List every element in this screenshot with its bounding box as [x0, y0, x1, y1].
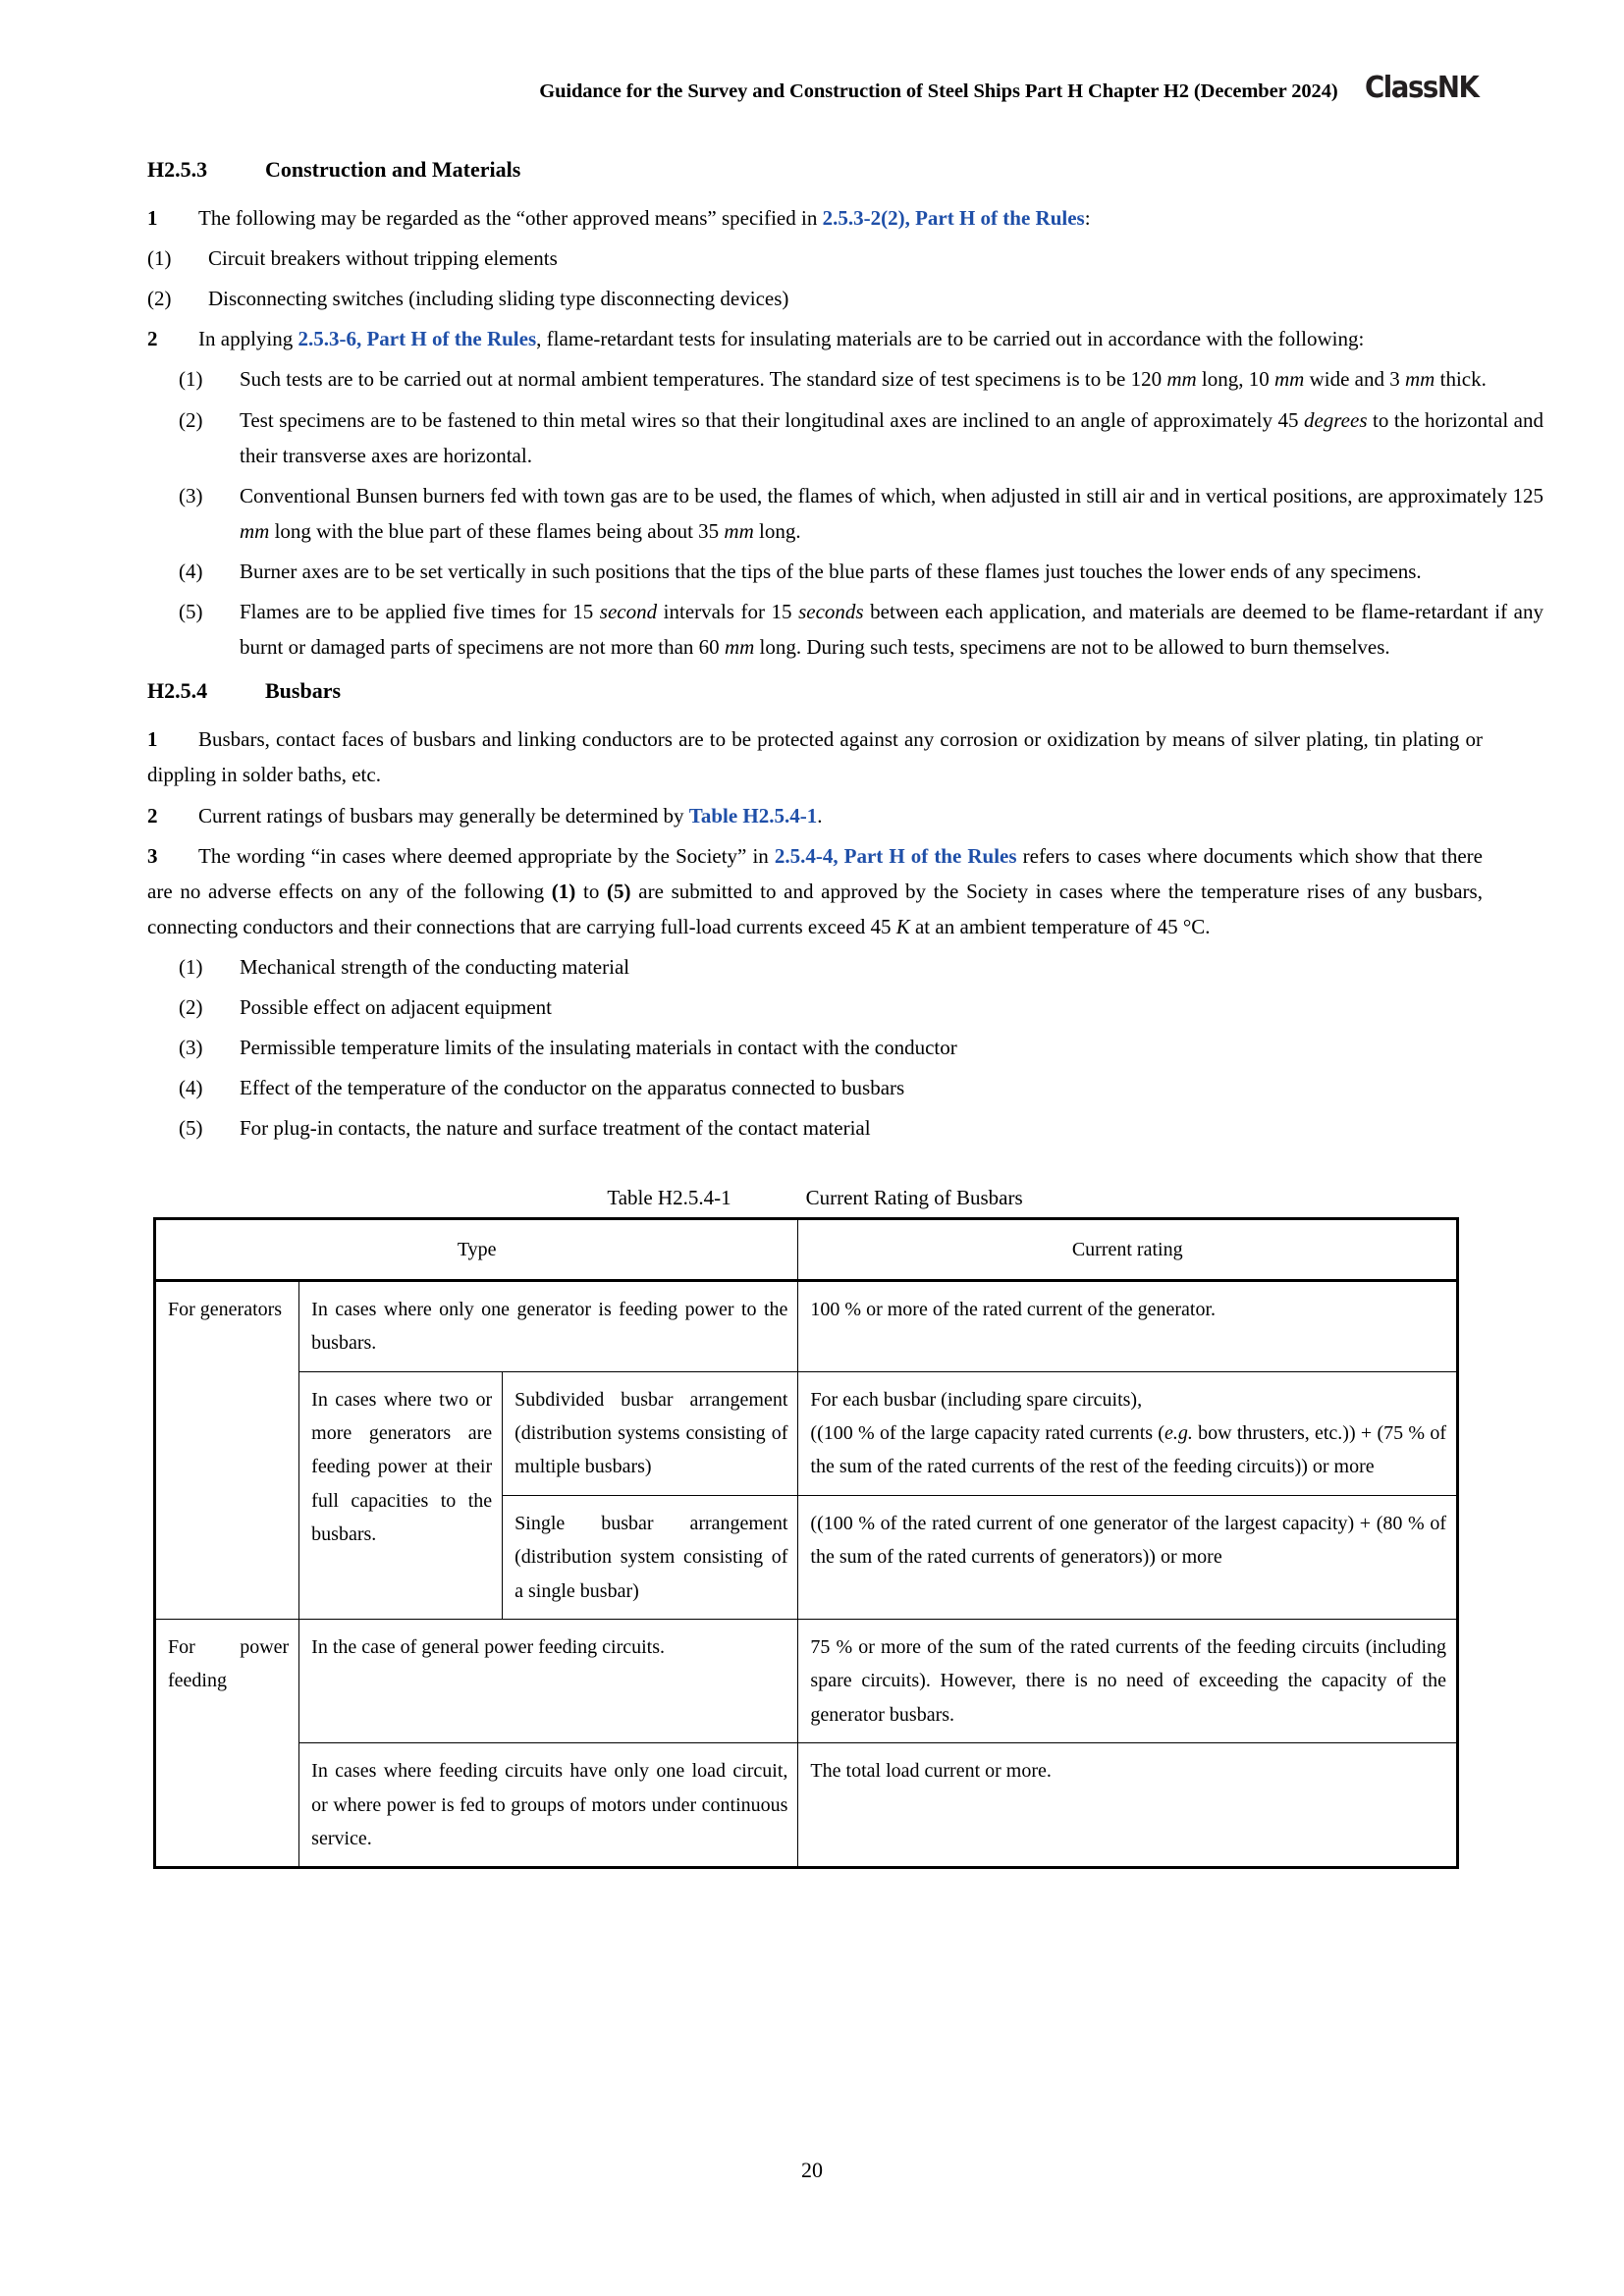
- list-item-label: (1): [179, 954, 203, 979]
- page-content: [147, 157, 1543, 1869]
- list-item: [179, 989, 1543, 1025]
- paragraph-text-b: , flame-retardant tests for insulating materials are to be carried out in accordance with the following:: [536, 327, 1365, 351]
- list-item: [179, 594, 1543, 665]
- rating-text-b: bow thrusters, etc.)) + (75 % of the sum of the rated currents of the rest of the feeding circuits)) or more: [810, 1422, 1446, 1478]
- table-reference-link[interactable]: Table H2.5.4-1: [688, 803, 818, 828]
- column-header-current-rating: Current rating: [798, 1218, 1458, 1280]
- paragraph-number: 2: [147, 803, 158, 828]
- list-item-label: (2): [179, 407, 203, 432]
- list-item-text: Test specimens are to be fastened to thin metal wires so that their longitudinal axes are inclined to an angle of approximately 45 degrees to the horizontal and their transverse axes are horizontal.: [240, 407, 1543, 467]
- paragraph-number: 1: [147, 727, 158, 752]
- table-row: [155, 1743, 1458, 1868]
- inline-item-ref-1: (1): [551, 879, 576, 903]
- paragraph-h253-2: [147, 321, 1483, 356]
- table-row: [155, 1280, 1458, 1371]
- paragraph-number: 2: [147, 327, 158, 351]
- list-item-text: Disconnecting switches (including sliding type disconnecting devices): [208, 287, 789, 311]
- table-caption-number: Table H2.5.4-1: [607, 1185, 731, 1209]
- busbar-current-rating-table: [153, 1217, 1459, 1870]
- cell-rating-general-power-feeding: 75 % or more of the sum of the rated currents of the feeding circuits (including spare circuits). However, there is no need of exceeding the capacity of the generator busbars.: [798, 1620, 1458, 1743]
- list-item-text: Circuit breakers without tripping elements: [208, 246, 558, 271]
- paragraph-text-d: are submitted to and approved by the Society in cases where the temperature rises of any busbars, connecting conductors and their connections that are carrying full-load currents exceed 45: [147, 879, 1483, 938]
- cell-type-subdivided-busbar: Subdivided busbar arrangement (distribution systems consisting of multiple busbars): [503, 1371, 798, 1495]
- section-heading-h254: [147, 678, 1483, 704]
- paragraph-text-a: Current ratings of busbars may generally be determined by: [198, 803, 689, 828]
- list-item: [179, 361, 1543, 397]
- cell-rating-one-load-circuit: The total load current or more.: [798, 1743, 1458, 1868]
- section-number: H2.5.3: [147, 157, 208, 182]
- list-item-text: For plug-in contacts, the nature and surface treatment of the contact material: [240, 1116, 871, 1141]
- paragraph-number: 1: [147, 206, 158, 230]
- paragraph-text-b: :: [1084, 206, 1091, 230]
- section-heading-h253: [147, 157, 1483, 183]
- rating-text-a: ((100 % of the large capacity rated currents (: [810, 1422, 1164, 1445]
- list-item-label: (5): [179, 1116, 203, 1141]
- page-number: 20: [801, 2158, 823, 2182]
- cell-rating-single-generator: 100 % or more of the rated current of the generator.: [798, 1280, 1458, 1371]
- column-header-type: Type: [155, 1218, 798, 1280]
- paragraph-text-a: In applying: [198, 327, 298, 351]
- list-item-label: (1): [147, 246, 172, 271]
- inline-item-ref-2: (5): [607, 879, 631, 903]
- paragraph-h254-3: [147, 838, 1483, 944]
- section-title: Busbars: [265, 678, 342, 704]
- paragraph-h254-2: [147, 798, 1483, 833]
- rule-reference-link[interactable]: 2.5.3-2(2), Part H of the Rules: [822, 206, 1085, 230]
- cell-rating-subdivided-busbar: [798, 1371, 1458, 1495]
- list-item-label: (1): [179, 367, 203, 392]
- paragraph-text: Busbars, contact faces of busbars and linking conductors are to be protected against any corrosion or oxidization by means of silver plating, tin plating or dippling in solder baths, etc.: [147, 727, 1483, 787]
- list-item-text: Conventional Bunsen burners fed with town gas are to be used, the flames of which, when adjusted in still air and in vertical positions, are approximately 125 mm long with the blue part of these flames being about 35 mm long.: [240, 483, 1543, 543]
- list-item: [179, 1030, 1543, 1065]
- list-item-text: Such tests are to be carried out at normal ambient temperatures. The standard size of test specimens is to be 120 mm long, 10 mm wide and 3 mm thick.: [240, 367, 1487, 392]
- rule-reference-link[interactable]: 2.5.4-4, Part H of the Rules: [774, 843, 1017, 868]
- page-header: [147, 71, 1483, 105]
- paragraph-text-b: .: [817, 803, 823, 828]
- header-title: Guidance for the Survey and Construction of Steel Ships Part H Chapter H2 (December 2024): [539, 80, 1338, 102]
- paragraph-number: 3: [147, 843, 158, 868]
- table-row: [155, 1620, 1458, 1743]
- row-group-for-power-feeding: For power feeding: [155, 1620, 299, 1868]
- list-item-text: Effect of the temperature of the conductor on the apparatus connected to busbars: [240, 1076, 905, 1100]
- section-title: Construction and Materials: [265, 157, 521, 182]
- list-item-text: Permissible temperature limits of the insulating materials in contact with the conductor: [240, 1036, 957, 1060]
- cell-type-one-load-circuit: In cases where feeding circuits have only one load circuit, or where power is fed to groups of motors under continuous service.: [299, 1743, 798, 1868]
- cell-rating-single-busbar: ((100 % of the rated current of one generator of the largest capacity) + (80 % of the sum of the rated currents of generators)) or more: [798, 1495, 1458, 1619]
- list-item-label: (5): [179, 600, 203, 624]
- list-item: [179, 1110, 1543, 1146]
- list-item: [179, 554, 1543, 589]
- paragraph-text-b: refers to cases where documents which show that there are no adverse effects on any of the following: [147, 843, 1483, 903]
- list-item: [179, 478, 1543, 549]
- rule-reference-link[interactable]: 2.5.3-6, Part H of the Rules: [298, 327, 537, 351]
- table-header-row: [155, 1218, 1458, 1280]
- paragraph-text-e: at an ambient temperature of 45 °C.: [909, 914, 1211, 938]
- classnk-logo: ClassNK: [1364, 71, 1478, 105]
- paragraph-h254-1: [147, 721, 1483, 792]
- cell-type-single-generator: In cases where only one generator is feeding power to the busbars.: [299, 1280, 798, 1371]
- list-item: [179, 402, 1543, 473]
- unit-kelvin: K: [895, 914, 910, 938]
- sublist-h253-2: [147, 361, 1543, 665]
- cell-type-single-busbar: Single busbar arrangement (distribution system consisting of a single busbar): [503, 1495, 798, 1619]
- list-item-text: Flames are to be applied five times for 15 second intervals for 15 seconds between each application, and materials are deemed to be flame-retardant if any burnt or damaged parts of specimens are not more than 60 mm long. During such tests, specimens are not to be allowed to burn themselves.: [240, 600, 1543, 660]
- cell-type-general-power-feeding: In the case of general power feeding circuits.: [299, 1620, 798, 1743]
- row-group-for-generators: For generators: [155, 1280, 299, 1619]
- list-item-label: (2): [147, 287, 172, 311]
- list-item-label: (4): [179, 559, 203, 583]
- page-footer: [0, 2158, 1624, 2183]
- table-caption-title: Current Rating of Busbars: [805, 1185, 1023, 1209]
- rating-line-1: For each busbar (including spare circuits),: [810, 1388, 1143, 1411]
- list-item-label: (3): [179, 1036, 203, 1060]
- sublist-h254-3: [147, 949, 1483, 1147]
- cell-type-multiple-generators: In cases where two or more generators are feeding power at their full capacities to the busbars.: [299, 1371, 503, 1619]
- table-caption: [147, 1186, 1483, 1210]
- list-item-text: Possible effect on adjacent equipment: [240, 995, 553, 1020]
- list-item: [147, 281, 1483, 316]
- paragraph-text-a: The wording “in cases where deemed appropriate by the Society” in: [198, 843, 775, 868]
- list-item-label: (2): [179, 995, 203, 1020]
- list-item: [147, 240, 1483, 276]
- eg-abbreviation: e.g.: [1164, 1422, 1193, 1445]
- paragraph-text-a: The following may be regarded as the “other approved means” specified in: [198, 206, 823, 230]
- list-item-label: (3): [179, 483, 203, 507]
- list-item-text: Burner axes are to be set vertically in such positions that the tips of the blue parts of these flames just touches the lower ends of any specimens.: [240, 559, 1422, 583]
- list-item: [179, 949, 1543, 985]
- list-item-label: (4): [179, 1076, 203, 1100]
- table-row: [155, 1371, 1458, 1495]
- paragraph-text-c: to: [575, 879, 608, 903]
- list-item-text: Mechanical strength of the conducting material: [240, 954, 630, 979]
- paragraph-h253-1: [147, 200, 1483, 236]
- list-item: [179, 1070, 1543, 1105]
- section-number: H2.5.4: [147, 678, 208, 704]
